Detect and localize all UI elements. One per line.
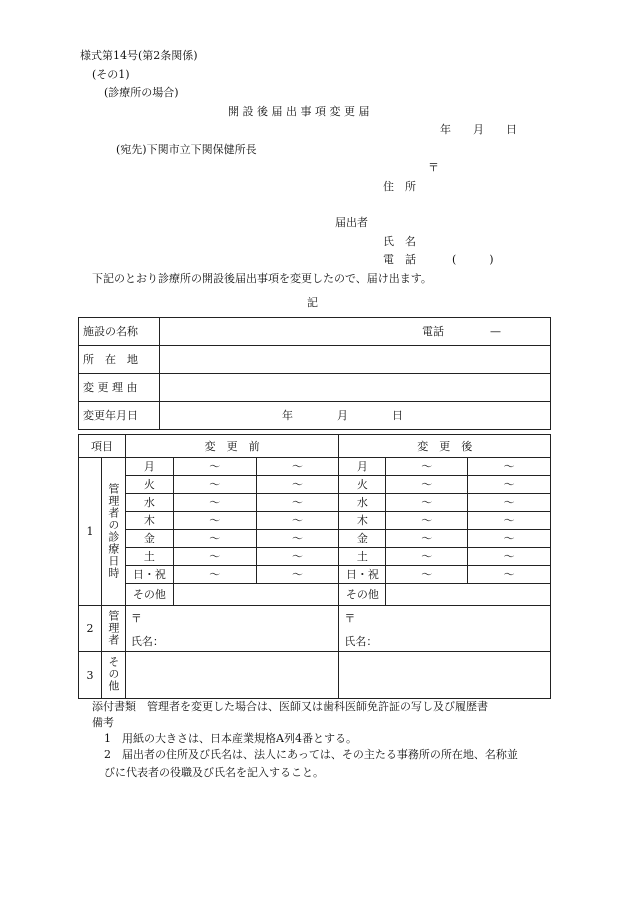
postal-mark: 〒 xyxy=(428,161,439,174)
table-row xyxy=(79,346,551,374)
header-after: 変 更 後 xyxy=(339,435,551,458)
wave-cell[interactable]: 〜 xyxy=(386,566,468,584)
manager-before-name[interactable]: 氏名： xyxy=(125,632,339,652)
phone-field-label: 電話 xyxy=(422,325,444,338)
section2-label: 管理者 xyxy=(106,609,120,646)
phone-label: 電 話 xyxy=(383,253,416,266)
change-date-field[interactable] xyxy=(160,402,551,430)
wave-cell[interactable]: 〜 xyxy=(173,476,256,494)
change-table xyxy=(78,434,551,699)
day-before: 月 xyxy=(125,458,173,476)
wave-cell[interactable]: 〜 xyxy=(256,512,339,530)
note-2: 2 届出者の住所及び氏名は、法人にあっては、その主たる事務所の所在地、名称並 xyxy=(104,748,518,761)
wave-cell[interactable]: 〜 xyxy=(173,530,256,548)
manager-after-postal[interactable]: 〒 xyxy=(339,606,551,632)
wave-cell[interactable]: 〜 xyxy=(468,458,551,476)
table-row xyxy=(79,512,551,530)
day-before: 金 xyxy=(125,530,173,548)
section1-number: 1 xyxy=(79,458,102,606)
day-after: 月 xyxy=(339,458,386,476)
addressee: (宛先)下関市立下関保健所長 xyxy=(116,143,257,156)
facility-name-field[interactable] xyxy=(160,318,551,346)
wave-cell[interactable]: 〜 xyxy=(386,512,468,530)
wave-cell[interactable]: 〜 xyxy=(386,548,468,566)
remarks-title: 備考 xyxy=(92,716,114,729)
phone-dash: — xyxy=(490,325,501,338)
wave-cell[interactable]: 〜 xyxy=(468,548,551,566)
attachments: 添付書類 管理者を変更した場合は、医師又は歯科医師免許証の写し及び履歴書 xyxy=(92,700,488,713)
manager-after-name[interactable]: 氏名： xyxy=(339,632,551,652)
wave-cell[interactable]: 〜 xyxy=(173,566,256,584)
wave-cell[interactable]: 〜 xyxy=(468,476,551,494)
date-line: 年 月 日 xyxy=(440,123,517,136)
statement: 下記のとおり診療所の開設後届出事項を変更したので、届け出ます。 xyxy=(92,272,432,285)
day-before: 火 xyxy=(125,476,173,494)
wave-cell[interactable]: 〜 xyxy=(468,512,551,530)
table-row xyxy=(79,476,551,494)
wave-cell[interactable]: 〜 xyxy=(256,494,339,512)
section3-label: その他 xyxy=(106,656,120,692)
section3-label-cell xyxy=(101,652,125,699)
table-row xyxy=(79,530,551,548)
ki-mark: 記 xyxy=(307,296,318,309)
change-date-text: 年 月 日 xyxy=(282,409,403,422)
name-label: 氏 名 xyxy=(383,235,416,248)
other-before-label: その他 xyxy=(125,584,173,606)
wave-cell[interactable]: 〜 xyxy=(386,458,468,476)
wave-cell[interactable]: 〜 xyxy=(256,476,339,494)
day-before: 土 xyxy=(125,548,173,566)
facility-table xyxy=(78,317,551,430)
table-row xyxy=(79,652,551,699)
wave-cell[interactable]: 〜 xyxy=(256,548,339,566)
table-header-row xyxy=(79,435,551,458)
table-row xyxy=(79,458,551,476)
table-row xyxy=(79,494,551,512)
notifier-label: 届出者 xyxy=(335,216,368,229)
table-row xyxy=(79,632,551,652)
table-row xyxy=(79,584,551,606)
wave-cell[interactable]: 〜 xyxy=(468,494,551,512)
other-after-label: その他 xyxy=(339,584,386,606)
address-label: 住 所 xyxy=(383,180,416,193)
wave-cell[interactable]: 〜 xyxy=(386,530,468,548)
table-row xyxy=(79,566,551,584)
day-before: 日・祝 xyxy=(125,566,173,584)
day-before: 木 xyxy=(125,512,173,530)
form-case: (診療所の場合) xyxy=(104,86,179,99)
location-field[interactable] xyxy=(160,346,551,374)
wave-cell[interactable]: 〜 xyxy=(173,458,256,476)
section2-number: 2 xyxy=(79,606,102,652)
section2-label-cell xyxy=(101,606,125,652)
table-row xyxy=(79,374,551,402)
day-after: 金 xyxy=(339,530,386,548)
wave-cell[interactable]: 〜 xyxy=(468,530,551,548)
other-before-content[interactable] xyxy=(125,652,339,699)
day-after: 水 xyxy=(339,494,386,512)
wave-cell[interactable]: 〜 xyxy=(173,494,256,512)
section1-label-cell xyxy=(101,458,125,606)
wave-cell[interactable]: 〜 xyxy=(256,530,339,548)
form-part: (その1) xyxy=(92,68,130,81)
wave-cell[interactable]: 〜 xyxy=(386,494,468,512)
location-label: 所 在 地 xyxy=(79,346,160,374)
section1-label: 管理者の診療日時 xyxy=(106,482,120,579)
wave-cell[interactable]: 〜 xyxy=(173,548,256,566)
wave-cell[interactable]: 〜 xyxy=(386,476,468,494)
wave-cell[interactable]: 〜 xyxy=(173,512,256,530)
change-date-label: 変更年月日 xyxy=(79,402,160,430)
section3-number: 3 xyxy=(79,652,102,699)
table-row xyxy=(79,318,551,346)
header-item: 項目 xyxy=(79,435,126,458)
other-after-field[interactable] xyxy=(386,584,551,606)
reason-field[interactable] xyxy=(160,374,551,402)
note-2-continued: びに代表者の役職及び氏名を記入すること。 xyxy=(104,766,324,779)
table-row xyxy=(79,402,551,430)
form-title: 開 設 後 届 出 事 項 変 更 届 xyxy=(228,105,370,118)
facility-name-label: 施設の名称 xyxy=(79,318,160,346)
wave-cell[interactable]: 〜 xyxy=(256,566,339,584)
reason-label: 変 更 理 由 xyxy=(79,374,160,402)
manager-before-postal[interactable]: 〒 xyxy=(125,606,339,632)
other-after-content[interactable] xyxy=(339,652,551,699)
table-row xyxy=(79,548,551,566)
other-before-field[interactable] xyxy=(173,584,339,606)
form-number: 様式第14号(第2条関係) xyxy=(80,49,198,62)
table-row xyxy=(79,606,551,632)
day-before: 水 xyxy=(125,494,173,512)
header-before: 変 更 前 xyxy=(125,435,339,458)
wave-cell[interactable]: 〜 xyxy=(256,458,339,476)
day-after: 木 xyxy=(339,512,386,530)
day-after: 日・祝 xyxy=(339,566,386,584)
wave-cell[interactable]: 〜 xyxy=(468,566,551,584)
note-1: 1 用紙の大きさは、日本産業規格A列4番とする。 xyxy=(104,732,357,745)
day-after: 火 xyxy=(339,476,386,494)
day-after: 土 xyxy=(339,548,386,566)
phone-paren: ( ) xyxy=(452,253,494,266)
